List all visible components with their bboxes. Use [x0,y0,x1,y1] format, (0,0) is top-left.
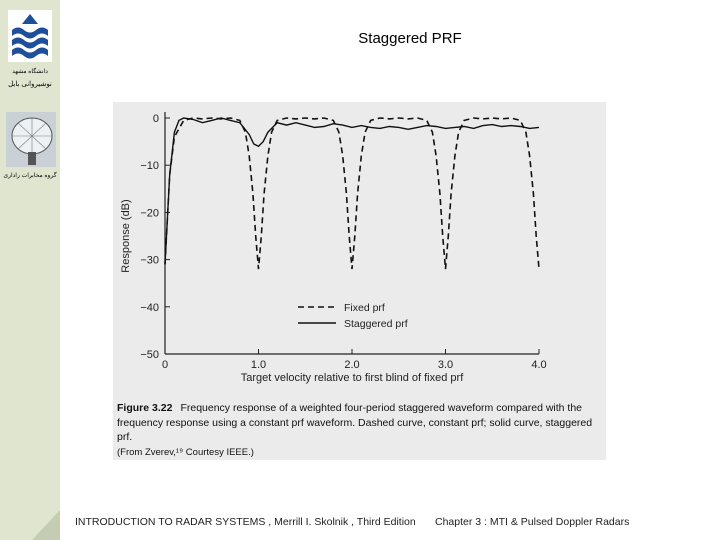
staggered-prf-series-line [165,118,539,264]
sidebar [0,0,60,540]
department-name: گروه مخابرات راداری [3,173,57,179]
x-tick-label: 0 [161,359,169,371]
legend-label: Staggered prf [344,318,408,330]
y-tick-label: −10 [140,160,159,173]
y-tick-label: −50 [140,349,159,361]
x-tick-label: 3.0 [437,359,454,371]
university-name: دانشگاه مشهد [12,69,48,75]
figure-caption-text: Frequency response of a weighted four-period staggered waveform compared with the frequency response using a constant prf waveform. Dashed curve, constant prf; solid curve, staggered prf. [117,402,593,443]
university-logo [8,10,52,62]
y-tick-label: 0 [152,113,159,125]
footer [75,516,715,528]
university-subtitle: نوشیروانی بابل [8,81,52,88]
figure-caption [117,401,603,445]
page-fold-corner [32,510,60,540]
scanned-figure [113,102,606,460]
x-tick-label: 2.0 [344,359,360,371]
figure-number: Figure 3.22 [117,402,173,414]
radar-dish-image [6,112,56,167]
footer-book-reference: INTRODUCTION TO RADAR SYSTEMS , Merrill I. Skolnik , Third Edition [75,516,416,528]
footer-chapter-reference: Chapter 3 : MTI & Pulsed Doppler Radars [435,516,630,528]
frequency-response-chart [113,102,606,402]
figure-credit: (From Zverev,¹⁹ Courtesy IEEE.) [117,447,254,458]
y-axis-title: Response (dB) [120,199,132,273]
legend-label: Fixed prf [344,302,385,314]
y-tick-label: −30 [140,254,159,267]
y-tick-label: −20 [140,207,159,220]
slide-title: Staggered PRF [358,30,462,47]
x-tick-label: 4.0 [531,359,547,371]
x-axis-title: Target velocity relative to first blind of fixed prf [240,372,464,384]
y-tick-label: −40 [140,301,159,314]
x-tick-label: 1.0 [250,359,267,371]
fixed-prf-series-line [165,118,539,269]
